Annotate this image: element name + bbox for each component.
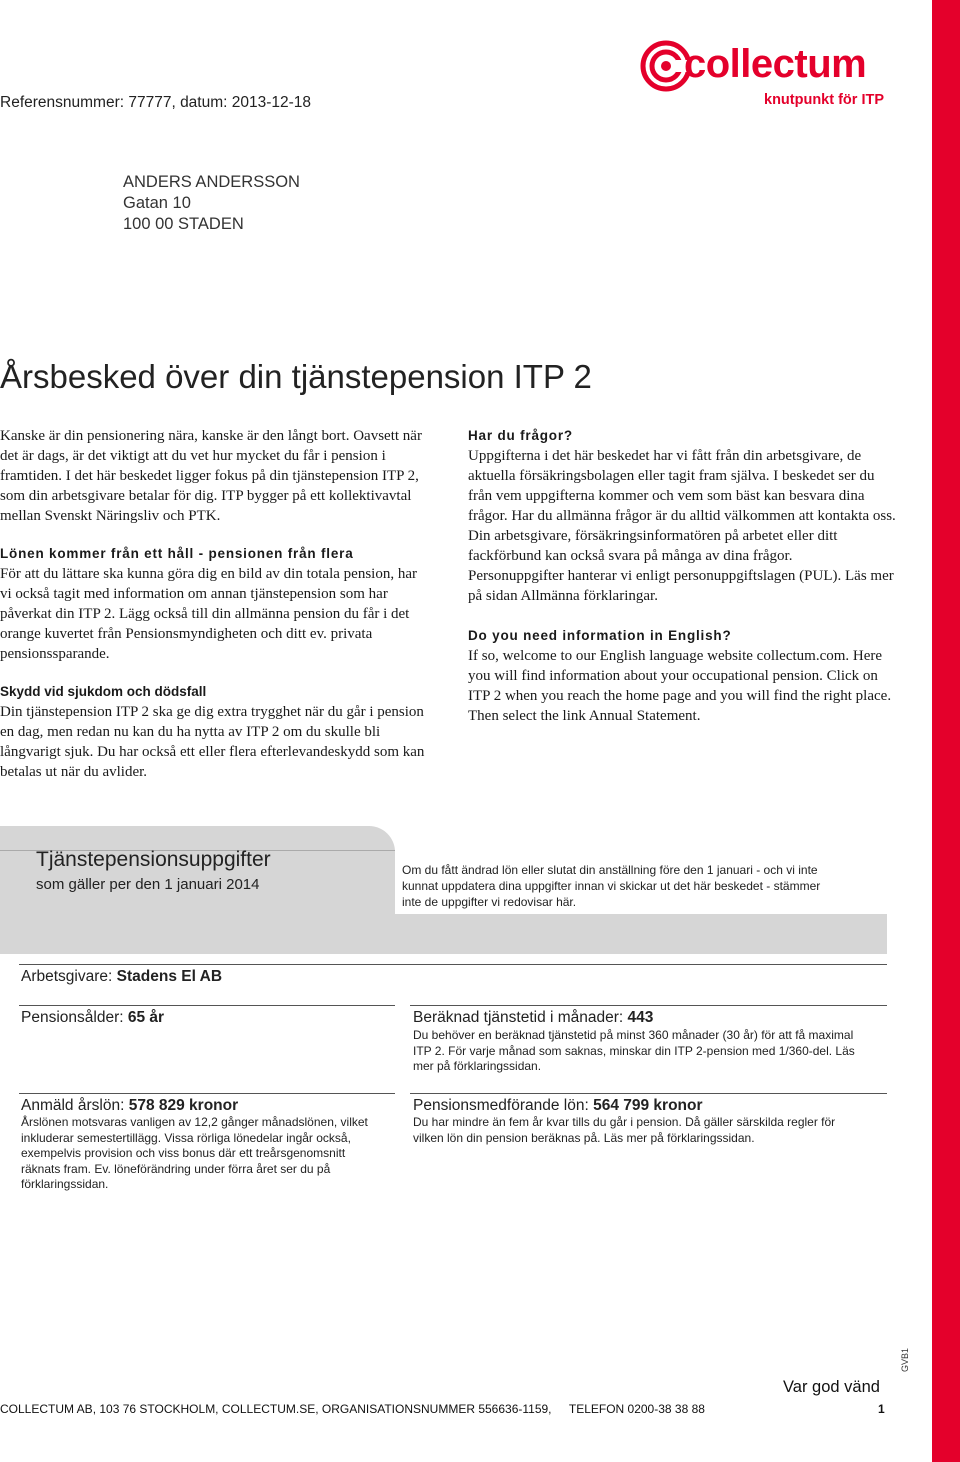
pensionable-salary-value: 564 799 kronor [593, 1097, 703, 1114]
row-divider [410, 1005, 887, 1006]
section-text-questions: Uppgifterna i det här beskedet har vi fått från din arbetsgivare, de aktuella försäkringsbolagen eller tagit fram själva. I beskedet ser du från vem uppgifterna kommer och vem som bäst kan besvara dina frågor. Har du allmänna frågor är du alltid välkommen att kontakta oss. Din arbetsgivare, försäkringsinformatören på arbetet eller ditt fackförbund kan också svara på många av dina frågor. [468, 448, 896, 564]
row-divider [19, 964, 887, 965]
continue-text: Var god vänd [783, 1378, 880, 1396]
page-number: 1 [878, 1402, 885, 1416]
service-time-note: Du behöver en beräknad tjänstetid på minst 360 månader (30 år) för att få maximal ITP 2. För varje månad som saknas, minskar din ITP 2-pension med 1/360-del. Läs mer på förklaringssidan. [413, 1028, 855, 1073]
section-text-privacy: Personuppgifter hanterar vi enligt personuppgiftslagen (PUL). Läs mer på sidan Allmänna förklaringar. [468, 568, 894, 604]
section-heading-english: Do you need information in English? [468, 628, 732, 643]
footer-phone: TELEFON 0200-38 38 88 [568, 1402, 705, 1416]
recipient-address [123, 172, 300, 235]
service-time-value: 443 [627, 1009, 654, 1026]
footer-line [0, 1402, 705, 1416]
service-time-field [413, 1009, 653, 1027]
pensionable-salary-field [413, 1097, 703, 1115]
box-note: Om du fått ändrad lön eller slutat din anställning före den 1 januari - och vi inte kunnat uppdatera dina uppgifter innan vi skickar ut det här beskedet - stämmer inte de uppgifter vi redovisar här. [402, 863, 821, 909]
pensionable-salary-label: Pensionsmedförande lön: [413, 1097, 594, 1114]
recipient-street: Gatan 10 [123, 194, 191, 212]
service-time-label: Beräknad tjänstetid i månader: [413, 1009, 628, 1026]
section-heading-pension-sources: Lönen kommer från ett håll - pensionen från flera [0, 546, 354, 561]
salary-value: 578 829 kronor [128, 1097, 239, 1114]
salary-note: Årslönen motsvaras vanligen av 12,2 gånger månadslönen, vilket inkluderar semestertillägg. Vissa rörliga lönedelar ingår också, exempelvis provision och viss bonus där ett treårsgenomsnitt räknats fram. Ev. löneförändring under förra året ser du på förklaringssidan. [21, 1115, 368, 1191]
box-subtitle: som gäller per den 1 januari 2014 [36, 876, 260, 893]
employer-label: Arbetsgivare: [21, 968, 117, 985]
employer-field [21, 968, 222, 986]
recipient-city: 100 00 STADEN [123, 215, 244, 233]
section-text-pension-sources: För att du lättare ska kunna göra dig en bild av din totala pension, har vi också tagit med information om annan tjänstepension som har påverkat din ITP 2. Lägg också till din allmänna pension du får i det orange kuvertet från Pensionsmyndigheten och ditt ev. privata pensionssparande. [0, 566, 417, 662]
logo-wordmark: collectum [684, 42, 867, 86]
salary-label: Anmäld årslön: [21, 1097, 129, 1114]
box-band [0, 914, 887, 954]
section-heading-protection: Skydd vid sjukdom och dödsfall [0, 684, 207, 699]
section-text-english: If so, welcome to our English language website collectum.com. Here you will find information about your occupational pension. Click on ITP 2 when you reach the home page and you will find the right place. Then select the link Annual Statement. [468, 648, 892, 724]
section-heading-questions: Har du frågor? [468, 428, 573, 443]
side-code: GVB1 [900, 1347, 910, 1372]
box-title: Tjänstepensionsuppgifter [36, 848, 271, 871]
page-title: Årsbesked över din tjänstepension ITP 2 [0, 358, 592, 395]
row-divider [19, 1005, 395, 1006]
reference-line: Referensnummer: 77777, datum: 2013-12-18 [0, 94, 312, 111]
pension-age-label: Pensionsålder: [21, 1009, 128, 1026]
salary-field [21, 1097, 238, 1115]
section-text-protection: Din tjänstepension ITP 2 ska ge dig extra trygghet när du går i pension en dag, men redan nu kan du ha nytta av ITP 2 om du skulle bli långvarigt sjuk. Du har också ett eller flera efterlevandeskydd som kan betalas ut när du avlider. [0, 704, 425, 780]
pension-age-field [21, 1009, 164, 1027]
pension-age-value: 65 år [127, 1009, 165, 1026]
logo-tagline: knutpunkt för ITP [764, 92, 885, 108]
row-divider [410, 1093, 887, 1094]
collectum-logo [640, 36, 900, 112]
left-column [0, 426, 432, 782]
employer-value: Stadens El AB [116, 968, 223, 985]
intro-text: Kanske är din pensionering nära, kanske är den långt bort. Oavsett när det är dags, är det viktigt att du vet hur mycket du får i pension i framtiden. I det här beskedet ligger fokus på din tjänstepension ITP 2, som din arbetsgivare betalar för dig. ITP bygger på ett kollektivavtal mellan Svenskt Näringsliv och PTK. [0, 428, 422, 524]
right-column [468, 426, 898, 726]
footer-company: COLLECTUM AB, 103 76 STOCKHOLM, COLLECTUM.SE, ORGANISATIONSNUMMER 556636-1159, [0, 1402, 552, 1416]
pensionable-salary-note: Du har mindre än fem år kvar tills du går i pension. Då gäller särskilda regler för vilken lön din pension beräknas på. Läs mer på förklaringssidan. [413, 1115, 836, 1145]
row-divider [19, 1093, 395, 1094]
recipient-name: ANDERS ANDERSSON [123, 173, 300, 191]
brand-side-bar [932, 0, 960, 1462]
